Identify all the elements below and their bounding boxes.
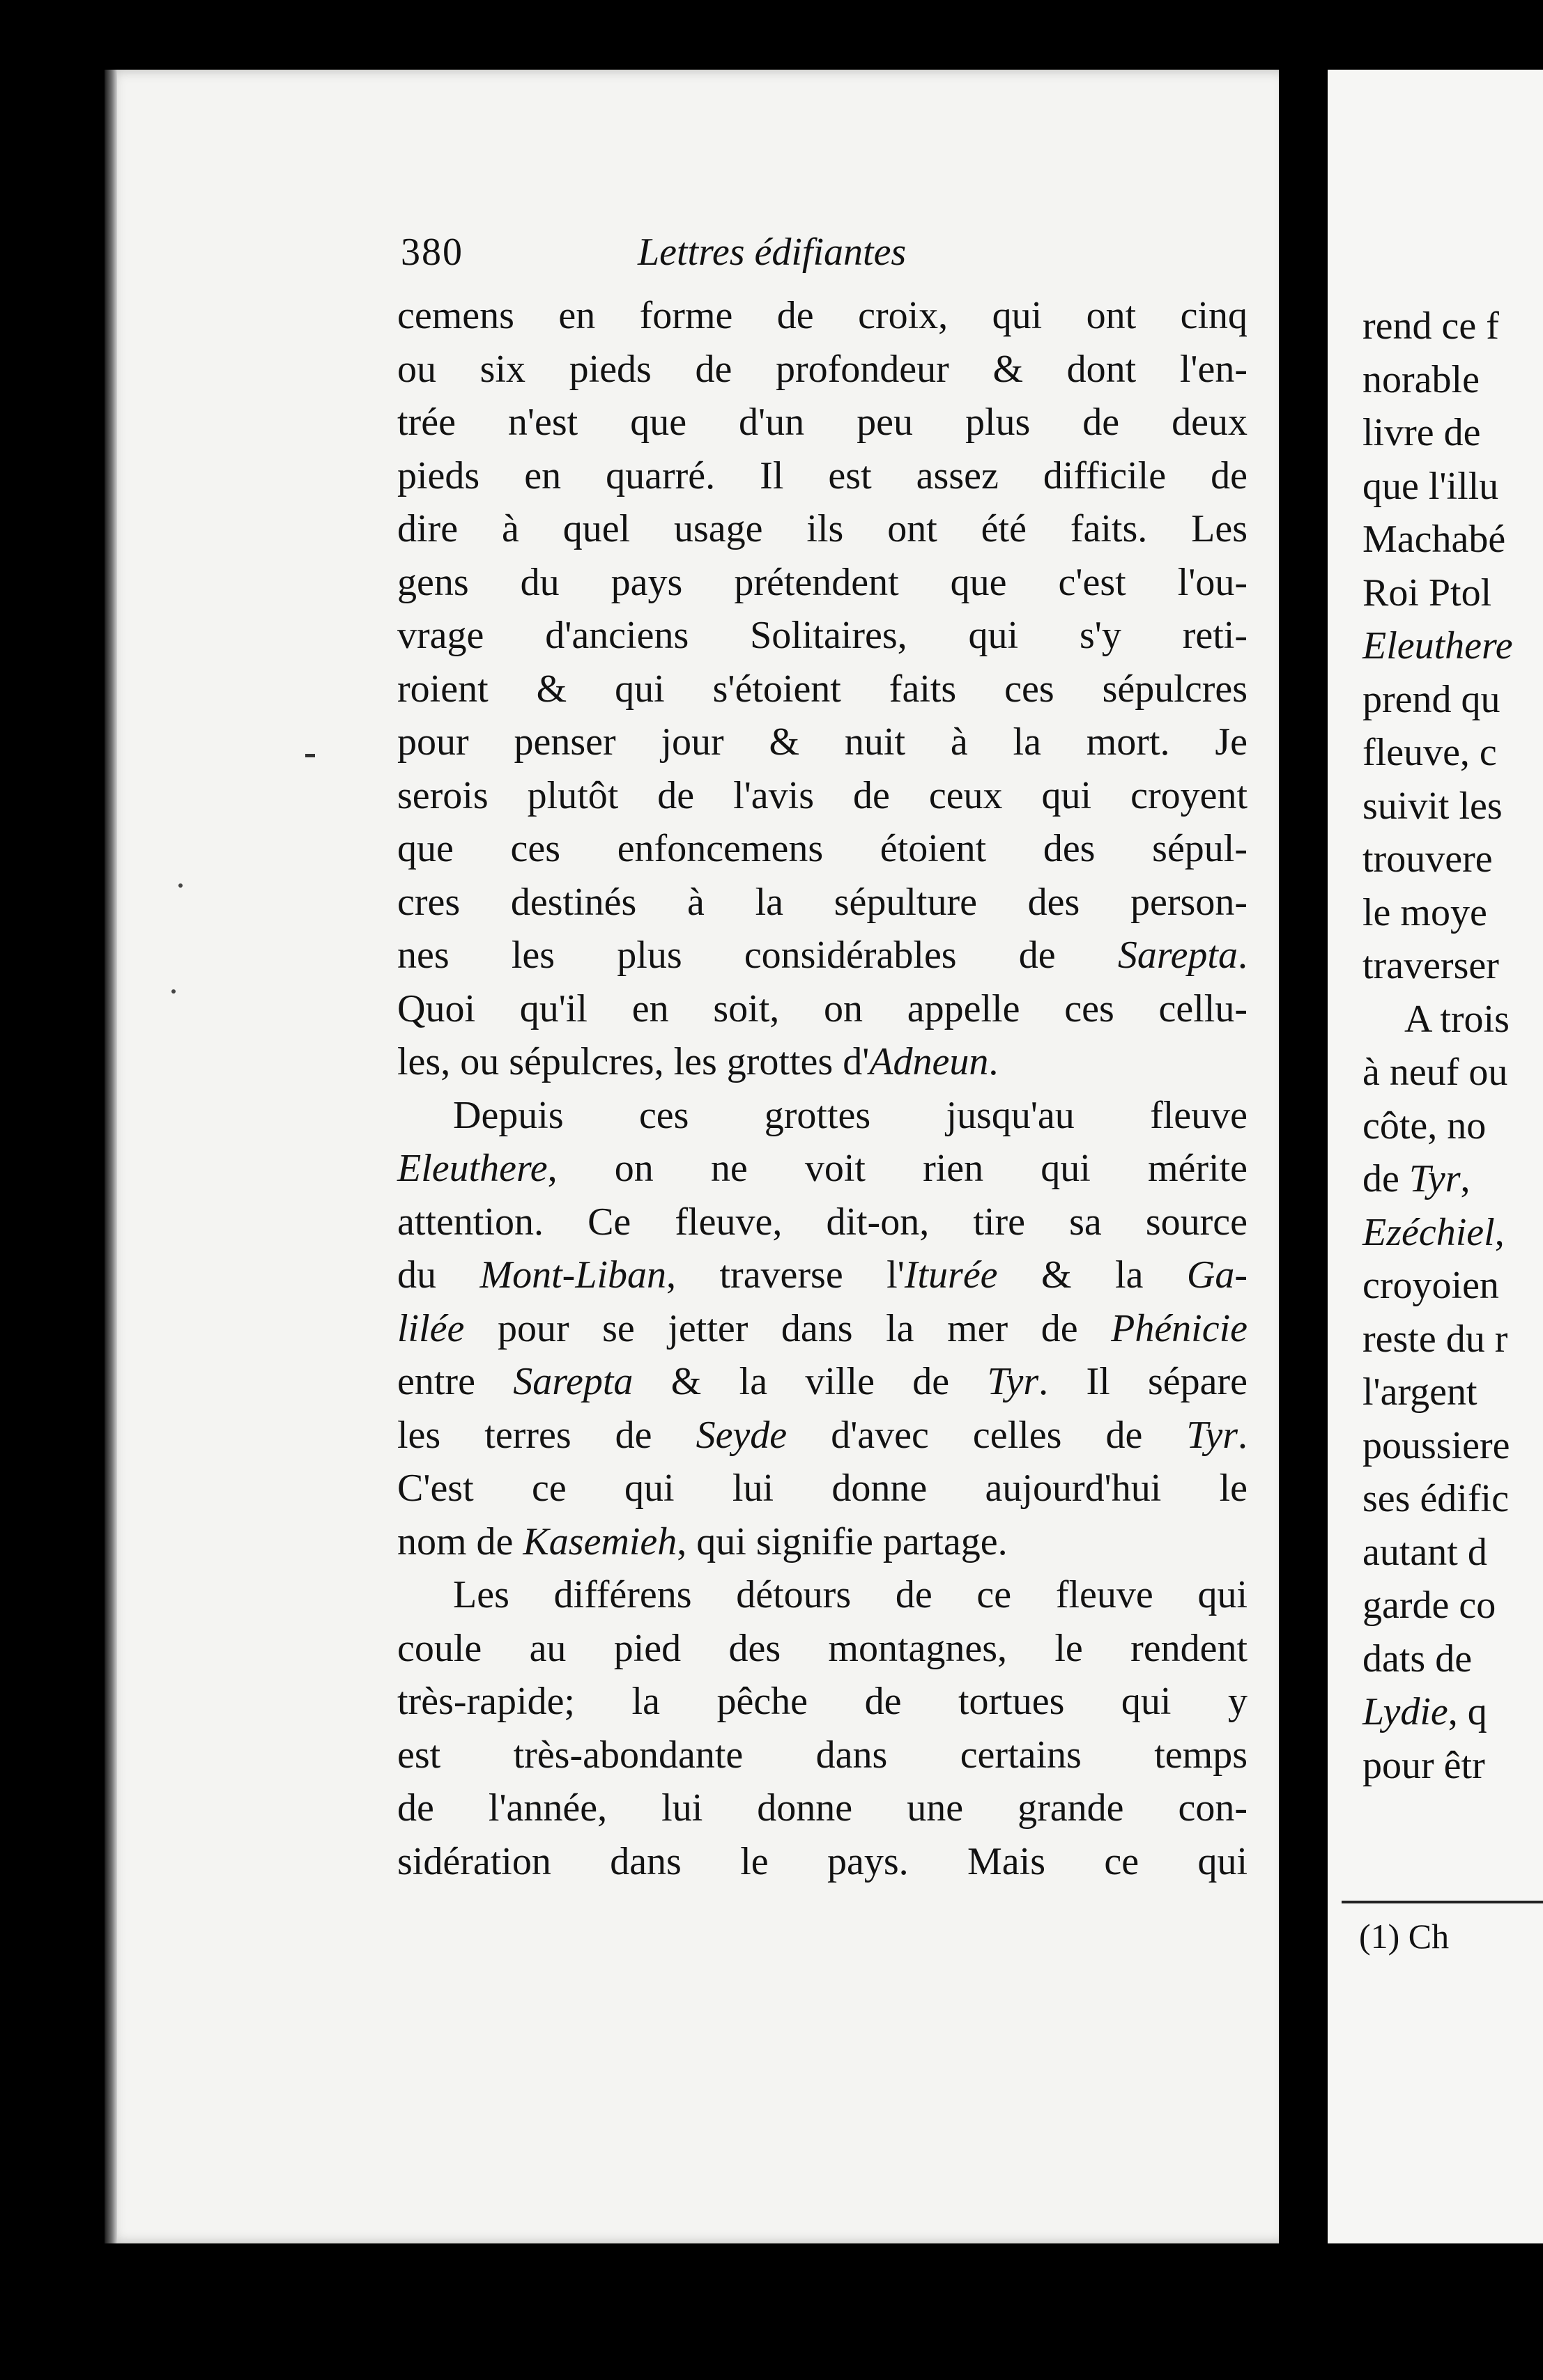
text-line: les terres de Seyde d'avec celles de Tyr. [397,1413,1248,1457]
right-text-line: reste du r [1362,1317,1508,1361]
text-line: trée n'est que d'un peu plus de deux [397,401,1248,444]
margin-mark [305,754,315,757]
right-text-line: dats de [1362,1637,1473,1680]
right-text-line: à neuf ou [1362,1051,1508,1094]
right-text-line: pour êtr [1362,1743,1485,1787]
right-page [1328,70,1543,2243]
right-text-line: autant d [1362,1530,1487,1574]
right-text-line: Machabé [1362,518,1506,561]
text-line: roient & qui s'étoient faits ces sépulcres [397,667,1248,711]
right-text-line: poussiere [1362,1423,1510,1467]
text-line: les, ou sépulcres, les grottes d'Adneun. [397,1040,999,1083]
text-line: nom de Kasemieh, qui signifie partage. [397,1520,1008,1563]
right-text-line: de Tyr, [1362,1157,1471,1200]
text-line: Les différens détours de ce fleuve qui [453,1573,1248,1616]
footnote: (1) Ch [1359,1917,1450,1956]
text-line: pieds en quarré. Il est assez difficile de [397,454,1248,497]
left-page-body-text [397,289,1248,1888]
text-line: attention. Ce fleuve, dit-on, tire sa source [397,1200,1248,1244]
right-text-line: croyoien [1362,1264,1499,1307]
text-line: serois plutôt de l'avis de ceux qui croyent [397,773,1248,817]
text-line: C'est ce qui lui donne aujourd'hui le [397,1467,1248,1510]
right-text-line: rend ce f [1362,304,1499,348]
page-number: 380 [401,231,463,274]
text-line: coule au pied des montagnes, le rendent [397,1626,1248,1670]
right-text-line: trouvere [1362,837,1493,881]
text-line: nes les plus considérables de Sarepta. [397,934,1248,977]
text-line: de l'année, lui donne une grande con- [397,1786,1248,1830]
footnote-rule [1342,1901,1543,1903]
text-line: cemens en forme de croix, qui ont cinq [397,294,1248,337]
text-line: pour penser jour & nuit à la mort. Je [397,720,1248,764]
page-binding-edge [105,70,117,2243]
right-text-line: garde co [1362,1584,1496,1627]
text-line: cres destinés à la sépulture des person- [397,880,1248,924]
text-line: vrage d'anciens Solitaires, qui s'y reti- [397,614,1248,657]
right-text-line: que l'illu [1362,464,1499,508]
running-title: Lettres édifiantes [638,231,907,274]
right-text-line: Lydie, q [1362,1690,1487,1733]
text-line: gens du pays prétendent que c'est l'ou- [397,560,1248,604]
text-line: du Mont-Liban, traverse l'Iturée & la Ga- [397,1253,1248,1297]
text-line: est très-abondante dans certains temps [397,1733,1248,1777]
right-text-line: Roi Ptol [1362,571,1492,615]
right-text-line: ses édific [1362,1477,1509,1520]
right-text-line: l'argent [1362,1370,1477,1414]
right-text-line: fleuve, c [1362,731,1497,774]
right-text-line: traverser [1362,944,1499,987]
page-header [401,230,1254,293]
text-line: ou six pieds de profondeur & dont l'en- [397,347,1248,391]
text-line: Quoi qu'il en soit, on appelle ces cellu- [397,987,1248,1030]
text-line: très-rapide; la pêche de tortues qui y [397,1680,1248,1723]
right-text-line: prend qu [1362,677,1500,721]
right-text-line: norable [1362,357,1480,401]
text-line: entre Sarepta & la ville de Tyr. Il sépare [397,1360,1248,1403]
text-line: lilée pour se jetter dans la mer de Phénicie [397,1306,1248,1350]
margin-dot [178,883,183,888]
text-line: Depuis ces grottes jusqu'au fleuve [453,1093,1248,1137]
text-line: que ces enfoncemens étoient des sépul- [397,827,1248,870]
right-text-line: Ezéchiel, [1362,1210,1505,1254]
right-text-line: le moye [1362,890,1487,934]
right-text-line: A trois [1404,997,1510,1041]
right-text-line: Eleuthere [1362,624,1513,667]
text-line: sidération dans le pays. Mais ce qui [397,1839,1248,1883]
right-text-line: suivit les [1362,784,1503,828]
text-line: Eleuthere, on ne voit rien qui mérite [397,1147,1248,1190]
margin-dot [171,989,176,994]
right-page-text [1362,300,1543,1792]
right-text-line: côte, no [1362,1104,1487,1148]
right-text-line: livre de [1362,411,1481,454]
text-line: dire à quel usage ils ont été faits. Les [397,507,1248,550]
